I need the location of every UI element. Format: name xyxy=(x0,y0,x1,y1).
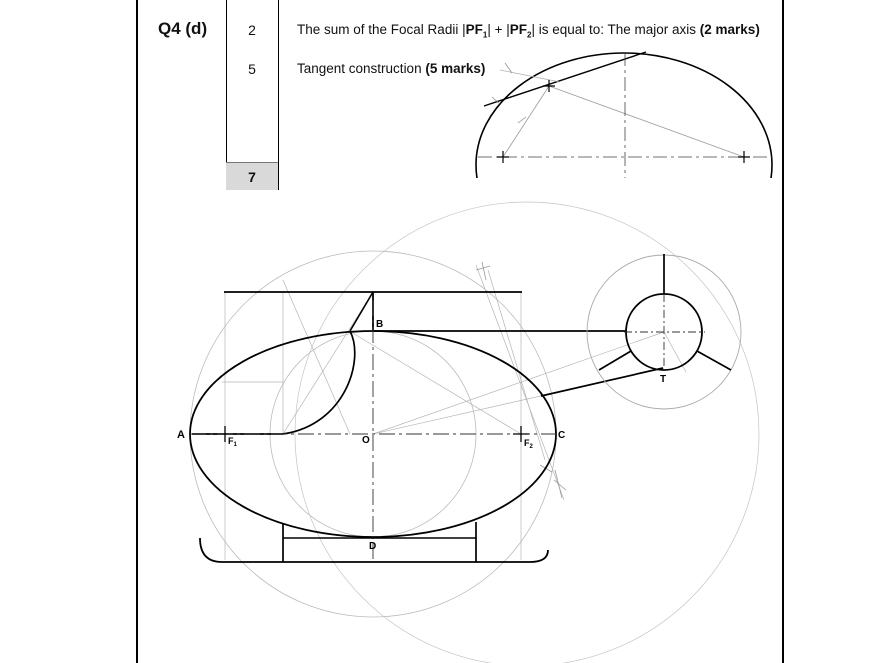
label-d: D xyxy=(369,541,377,552)
tail-boom-bottom xyxy=(541,368,663,396)
label-b: B xyxy=(376,319,384,330)
label-c: C xyxy=(558,430,566,441)
row-1-sub1: 1 xyxy=(482,30,488,40)
sketch-construction-line xyxy=(500,70,560,82)
label-f2-letter: F xyxy=(524,438,530,448)
construction-lines xyxy=(222,265,686,560)
label-f1-sub: 1 xyxy=(233,442,237,448)
row-1-text-before: The sum of the Focal Radii | xyxy=(297,22,466,37)
row-mark-1: 2 xyxy=(248,22,256,38)
row-2-bold: (5 marks) xyxy=(425,61,486,76)
row-1-text-after: | is equal to: The major axis xyxy=(531,22,700,37)
mast-strut xyxy=(350,292,373,331)
sketch-focus-2 xyxy=(738,151,750,163)
row-1-bold: (2 marks) xyxy=(699,22,760,37)
row-2-text: Tangent construction xyxy=(297,61,426,76)
label-f1-letter: F xyxy=(228,436,234,446)
total-marks: 7 xyxy=(248,169,256,185)
tail-rotor-blade-2 xyxy=(599,351,631,370)
construction-diagonal-1 xyxy=(283,280,350,434)
row-mark-2: 5 xyxy=(248,61,256,77)
tail-rotor-blade-3 xyxy=(697,351,731,370)
construction-ray-1 xyxy=(373,332,667,434)
sketch-tangent-line xyxy=(484,52,646,106)
label-f1 xyxy=(228,436,238,448)
label-t: T xyxy=(660,374,667,385)
sketch-tangent-point xyxy=(543,80,555,92)
sketch-focus-1 xyxy=(497,151,509,163)
main-drawing xyxy=(177,202,759,663)
row-1-pf2: PF xyxy=(509,22,527,37)
row-1-text-mid: | + | xyxy=(487,22,510,37)
label-a: A xyxy=(177,429,185,441)
label-o: O xyxy=(362,435,370,446)
locus-circle xyxy=(295,202,759,663)
sketch-ellipse xyxy=(476,53,772,277)
label-f2-sub: 2 xyxy=(529,444,533,450)
row-1-pf1: PF xyxy=(465,22,483,37)
row-1-sub2: 2 xyxy=(526,30,532,40)
question-number: Q4 (d) xyxy=(158,19,208,38)
construction-ray-3 xyxy=(476,265,564,500)
tangent-sketch xyxy=(476,52,772,277)
label-f2 xyxy=(524,438,534,450)
construction-ray-5 xyxy=(351,332,521,434)
sketch-focal-radius-2 xyxy=(549,86,744,157)
